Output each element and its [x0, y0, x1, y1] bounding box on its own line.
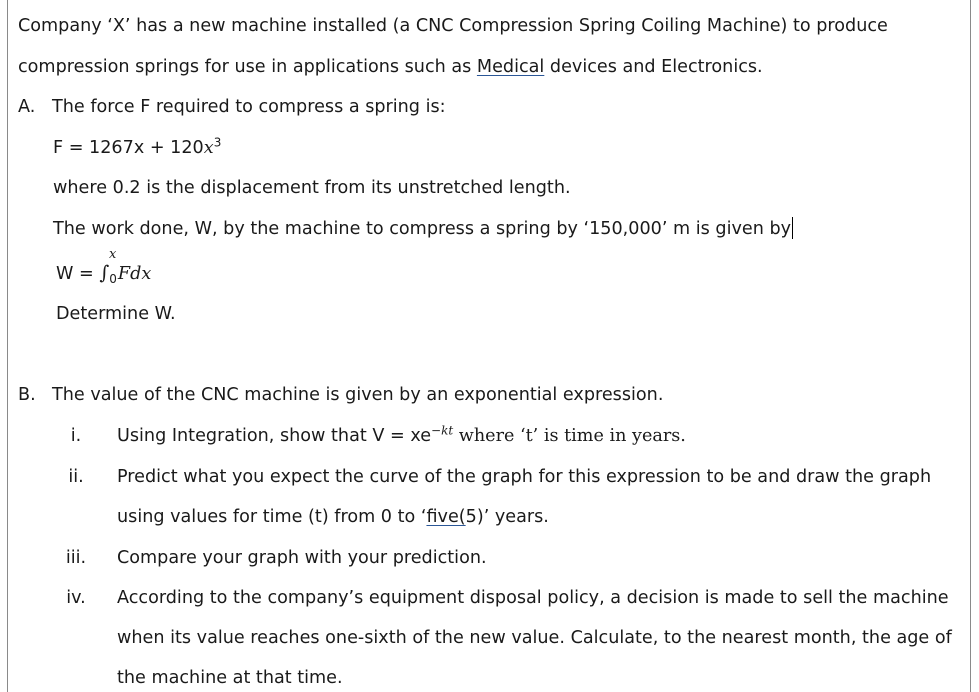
- item-i-number: i.: [70, 426, 82, 446]
- item-iii-number: iii.: [65, 548, 87, 568]
- item-i-text: [117, 425, 686, 447]
- work-text: [53, 217, 793, 240]
- item-iv-line-2: when its value reaches one-sixth of the new value. Calculate, to the nearest month, the age of: [117, 628, 952, 648]
- intro-line-1: Company ‘X’ has a new machine installed (a CNC Compression Spring Coiling Machine) to produce: [18, 16, 888, 36]
- work-integral: [56, 247, 152, 290]
- medical-link[interactable]: Medical: [476, 57, 545, 77]
- displacement-text: where 0.2 is the displacement from its unstretched length.: [53, 178, 571, 198]
- part-a-marker: A.: [18, 97, 36, 117]
- intro-line-2-text: compression springs for use in applications such as: [18, 57, 477, 77]
- force-formula-exponent: 3: [213, 135, 222, 150]
- integral-upper-limit: x: [109, 247, 117, 262]
- force-formula-var: x: [203, 138, 214, 158]
- item-iii-text: Compare your graph with your prediction.: [117, 548, 487, 568]
- five-link[interactable]: five(: [426, 507, 466, 527]
- part-b-heading: The value of the CNC machine is given by an exponential expression.: [52, 385, 664, 405]
- item-iv-line-1: According to the company’s equipment disposal policy, a decision is made to sell the machine: [117, 588, 949, 608]
- determine-text: Determine W.: [56, 304, 176, 324]
- item-i-post: where ‘t’ is time in years.: [453, 426, 686, 446]
- force-formula-lhs: F = 1267x + 120: [53, 138, 204, 158]
- part-b-marker: B.: [18, 385, 36, 405]
- integral-expression: [56, 247, 152, 290]
- item-ii-line-1: Predict what you expect the curve of the graph for this expression to be and draw the graph: [117, 467, 932, 487]
- force-formula: [53, 137, 221, 159]
- item-iv-line-3: the machine at that time.: [117, 668, 343, 688]
- integral-sign: ∫: [99, 262, 110, 284]
- text-cursor: [792, 217, 793, 239]
- item-iv-number: iv.: [66, 588, 86, 608]
- item-ii-line-2-post: 5)’ years.: [465, 507, 549, 527]
- intro-line-2-tail: devices and Electronics.: [544, 57, 763, 77]
- work-text-content: The work done, W, by the machine to compress a spring by ‘150,000’ m is given by: [53, 219, 792, 239]
- integral-lower-limit: 0: [109, 272, 117, 287]
- item-i-exponent: −kt: [431, 423, 454, 438]
- item-i-pre: Using Integration, show that V = xe: [117, 426, 432, 446]
- part-a-heading: The force F required to compress a spring is:: [52, 97, 446, 117]
- integral-body: Fdx: [117, 264, 152, 284]
- integral-lhs: W =: [56, 264, 100, 284]
- item-ii-line-2: [117, 506, 549, 528]
- item-ii-number: ii.: [68, 467, 84, 487]
- item-ii-line-2-pre: using values for time (t) from 0 to ‘: [117, 507, 427, 527]
- intro-line-2: [18, 56, 763, 78]
